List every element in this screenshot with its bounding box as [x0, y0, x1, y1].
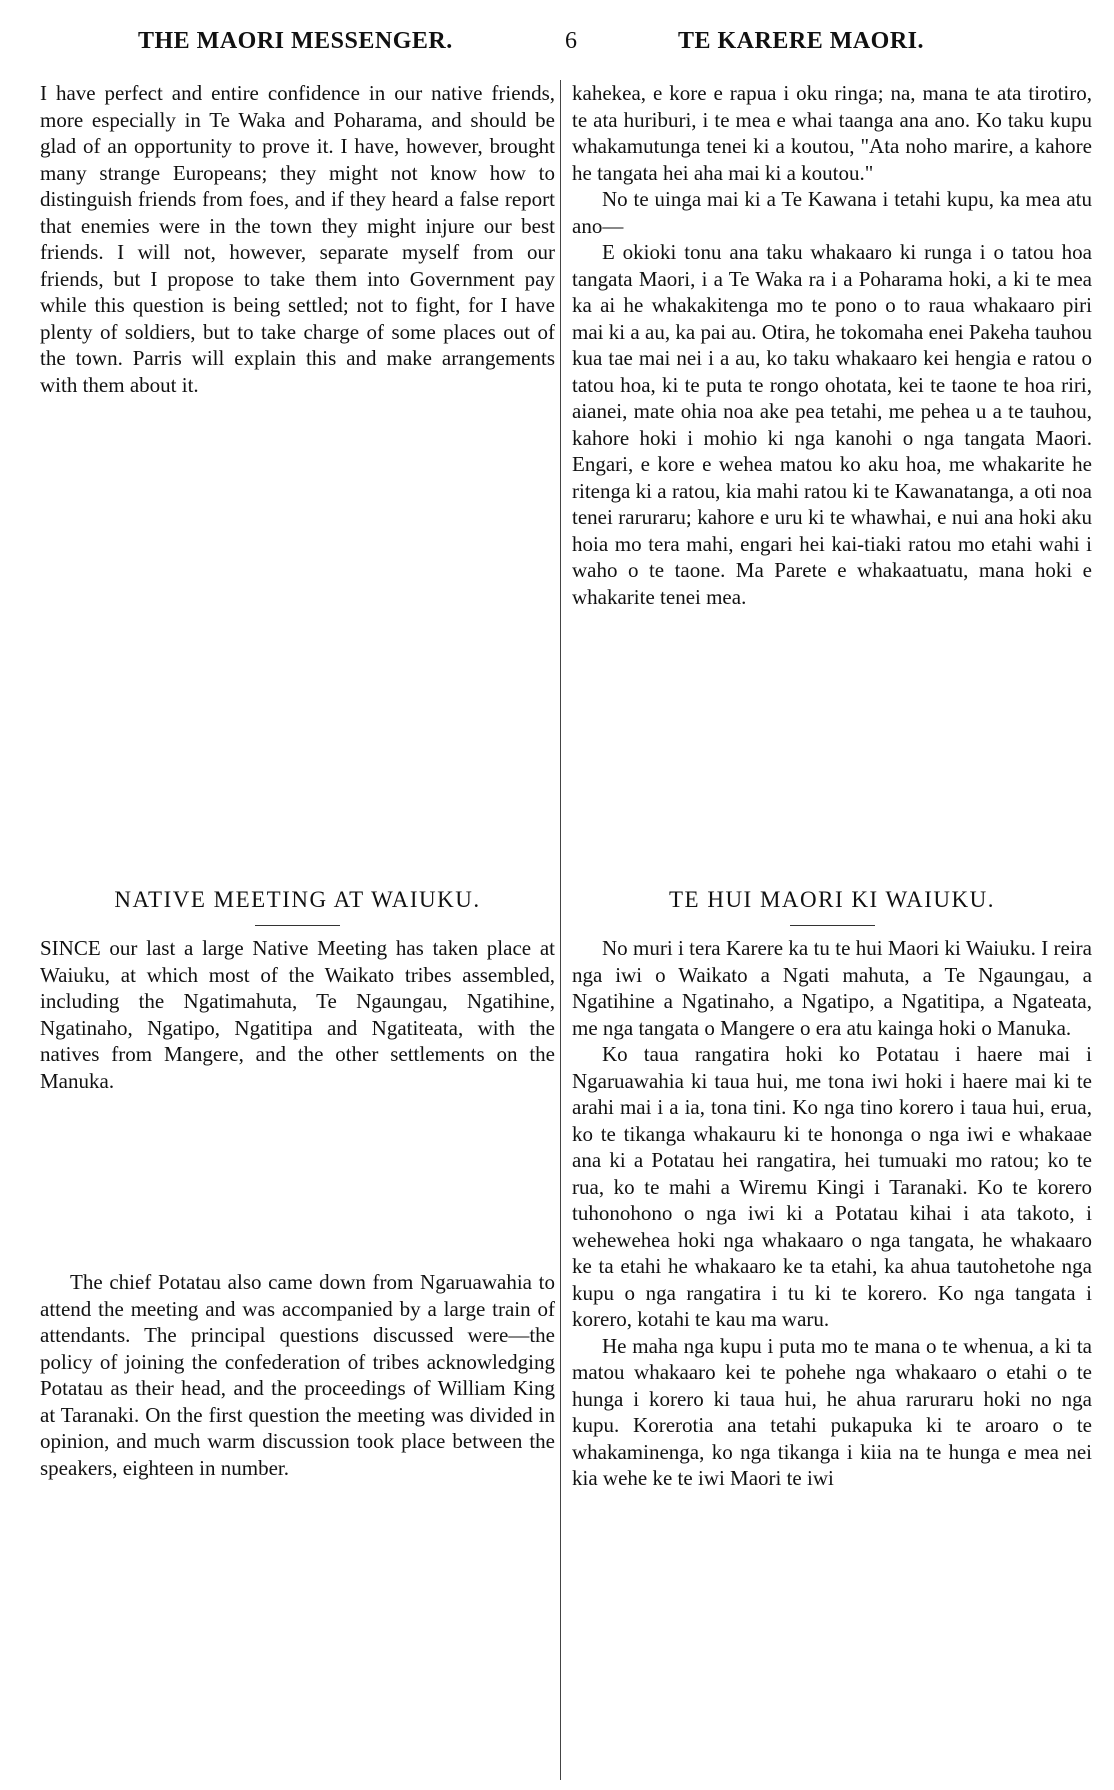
right-paragraph-1: kahekea, e kore e rapua i oku ringa; na, mana te ata tirotiro, te ata huriburi, i te mea e whai taanga ana ano. Ko taku kupu whakamutunga tenei ki a koutou, "Ata noho marire, a kahore he tangata hei aha mai ki a koutou.": [572, 81, 1092, 185]
left-meeting-text-2: [40, 1269, 555, 1481]
meeting-paragraph-1: SINCE our last a large Native Meeting has taken place at Waiuku, at which most of the Waikato tribes assembled, including the Ngatimahuta, Te Ngaungau, Ngatihine, Ngatinaho, Ngatipo, Ngatitipa and Ngatiteata, with the natives from Mangere, and the other settlements on the Manuka.: [40, 936, 555, 1093]
right-paragraph-3: E okioki tonu ana taku whakaaro ki runga i o tatou hoa tangata Maori, i a Te Waka ra i a Poharama hoki, a ki te mea ka ai he whakakitenga mo te pono o to raua whakaaro piri mai ki a au, ka pai au. Otira, he tokomaha enei Pakeha tauhou kua tae mai nei i a au, ko taku whakaaro kei hengia e ratou o tatou hoa, ki te puta te rongo ohotata, kei te taone te hoa riri, aianei, mate ohia noa ake pea tetahi, me pehea u a te tauhou, kahore hoki i mohio ki nga kanohi o nga tangata Maori. Engari, e kore e wehea matou ko aku hoa, me whakarite he ritenga ki a ratou, kia mahi ratou ki te Kawanatanga, a oti noa tenei raruraru; kahore e uru ki te whawhai, e nui ana hoki aku hoia mo tera mahi, engari hei kai-tiaki ratou mo etahi wahi i waho o te taone. Ma Parete e whakaatuatu, mana hoki e whakarite tenei mea.: [572, 240, 1092, 609]
right-paragraph-2: No te uinga mai ki a Te Kawana i tetahi kupu, ka mea atu ano—: [572, 187, 1092, 238]
hui-paragraph-1: No muri i tera Karere ka tu te hui Maori ki Waiuku. I reira nga iwi o Waikato a Ngati mahuta, a Te Ngaungau, a Ngatihine a Ngatinaho, a Ngatipo, a Ngatitipa, a Ngateata, me nga tangata o Mangere o era atu kainga hoki o Manuka.: [572, 936, 1092, 1040]
left-meeting-text-1: [40, 935, 555, 1094]
letter-paragraph: I have perfect and entire confidence in our native friends, more especially in Te Waka and Poharama, and should be glad of an opportunity to prove it. I have, however, brought many strange Europeans; they might not know how to distinguish friends from foes, and if they heard a false report that enemies were in the town they might injure our best friends. I will not, however, separate myself from our friends, but I propose to take them into Government pay while this question is being settled; not to fight, for I have plenty of soldiers, but to take charge of some places out of the town. Parris will explain this and make arrangements with them about it.: [40, 81, 555, 397]
maori-masthead: TE KARERE MAORI.: [678, 28, 925, 54]
right-hui-text: [572, 935, 1092, 1492]
column-divider: [560, 80, 561, 1780]
left-letter-text: [40, 80, 555, 398]
left-title-rule: [255, 925, 340, 926]
right-title-rule: [790, 925, 875, 926]
right-section-title: TE HUI MAORI KI WAIUKU.: [668, 887, 995, 912]
english-masthead: THE MAORI MESSENGER.: [138, 28, 453, 54]
right-letter-text: [572, 80, 1092, 610]
page-header: [60, 20, 1100, 64]
left-section-title: NATIVE MEETING AT WAIUKU.: [114, 887, 481, 912]
meeting-paragraph-2: The chief Potatau also came down from Ngaruawahia to attend the meeting and was accompanied by a large train of attendants. The principal questions discussed were—the policy of joining the confederation of tribes acknowledging Potatau as their head, and the proceedings of William King at Taranaki. On the first question the meeting was divided in opinion, and much warm discussion took place between the speakers, eighteen in number.: [40, 1270, 555, 1480]
page-number: 6: [565, 28, 578, 54]
hui-paragraph-3: He maha nga kupu i puta mo te mana o te whenua, a ki ta matou whakaaro kei te pohehe nga whakaaro o etahi o te hunga i korero ki taua hui, he ahua raruraru hoki no nga kupu. Korerotia ana tetahi pukapuka ki te aroaro o te whakaminenga, ko nga tikanga i kiia na te hunga e mea nei kia wehe ke te iwi Maori te iwi: [572, 1333, 1092, 1490]
hui-paragraph-2: Ko taua rangatira hoki ko Potatau i haere mai i Ngaruawahia ki taua hui, me tona iwi hoki i haere mai ki te arahi mai i a ia, tona tini. Ko nga tino korero i taua hui, erua, ko te tikanga whakauru ki te hononga o nga iwi e whakaae ana ki a Potatau hei rangatira, hei tumuaki mo ratou; ko te rua, ko te mahi a Wiremu Kingi i Taranaki. Ko te korero tuhonohono o nga iwi ki a Potatau kihai i ata takoto, i wehewehea hoki nga whakaaro o nga tangata, he whakaaro ke ta etahi he whakaaro ke ta etahi, ka ahua tautohetohe nga kupu o nga rangatira i tu ki te korero. Ko nga tangata i korero, kotahi te kau ma waru.: [572, 1042, 1092, 1331]
